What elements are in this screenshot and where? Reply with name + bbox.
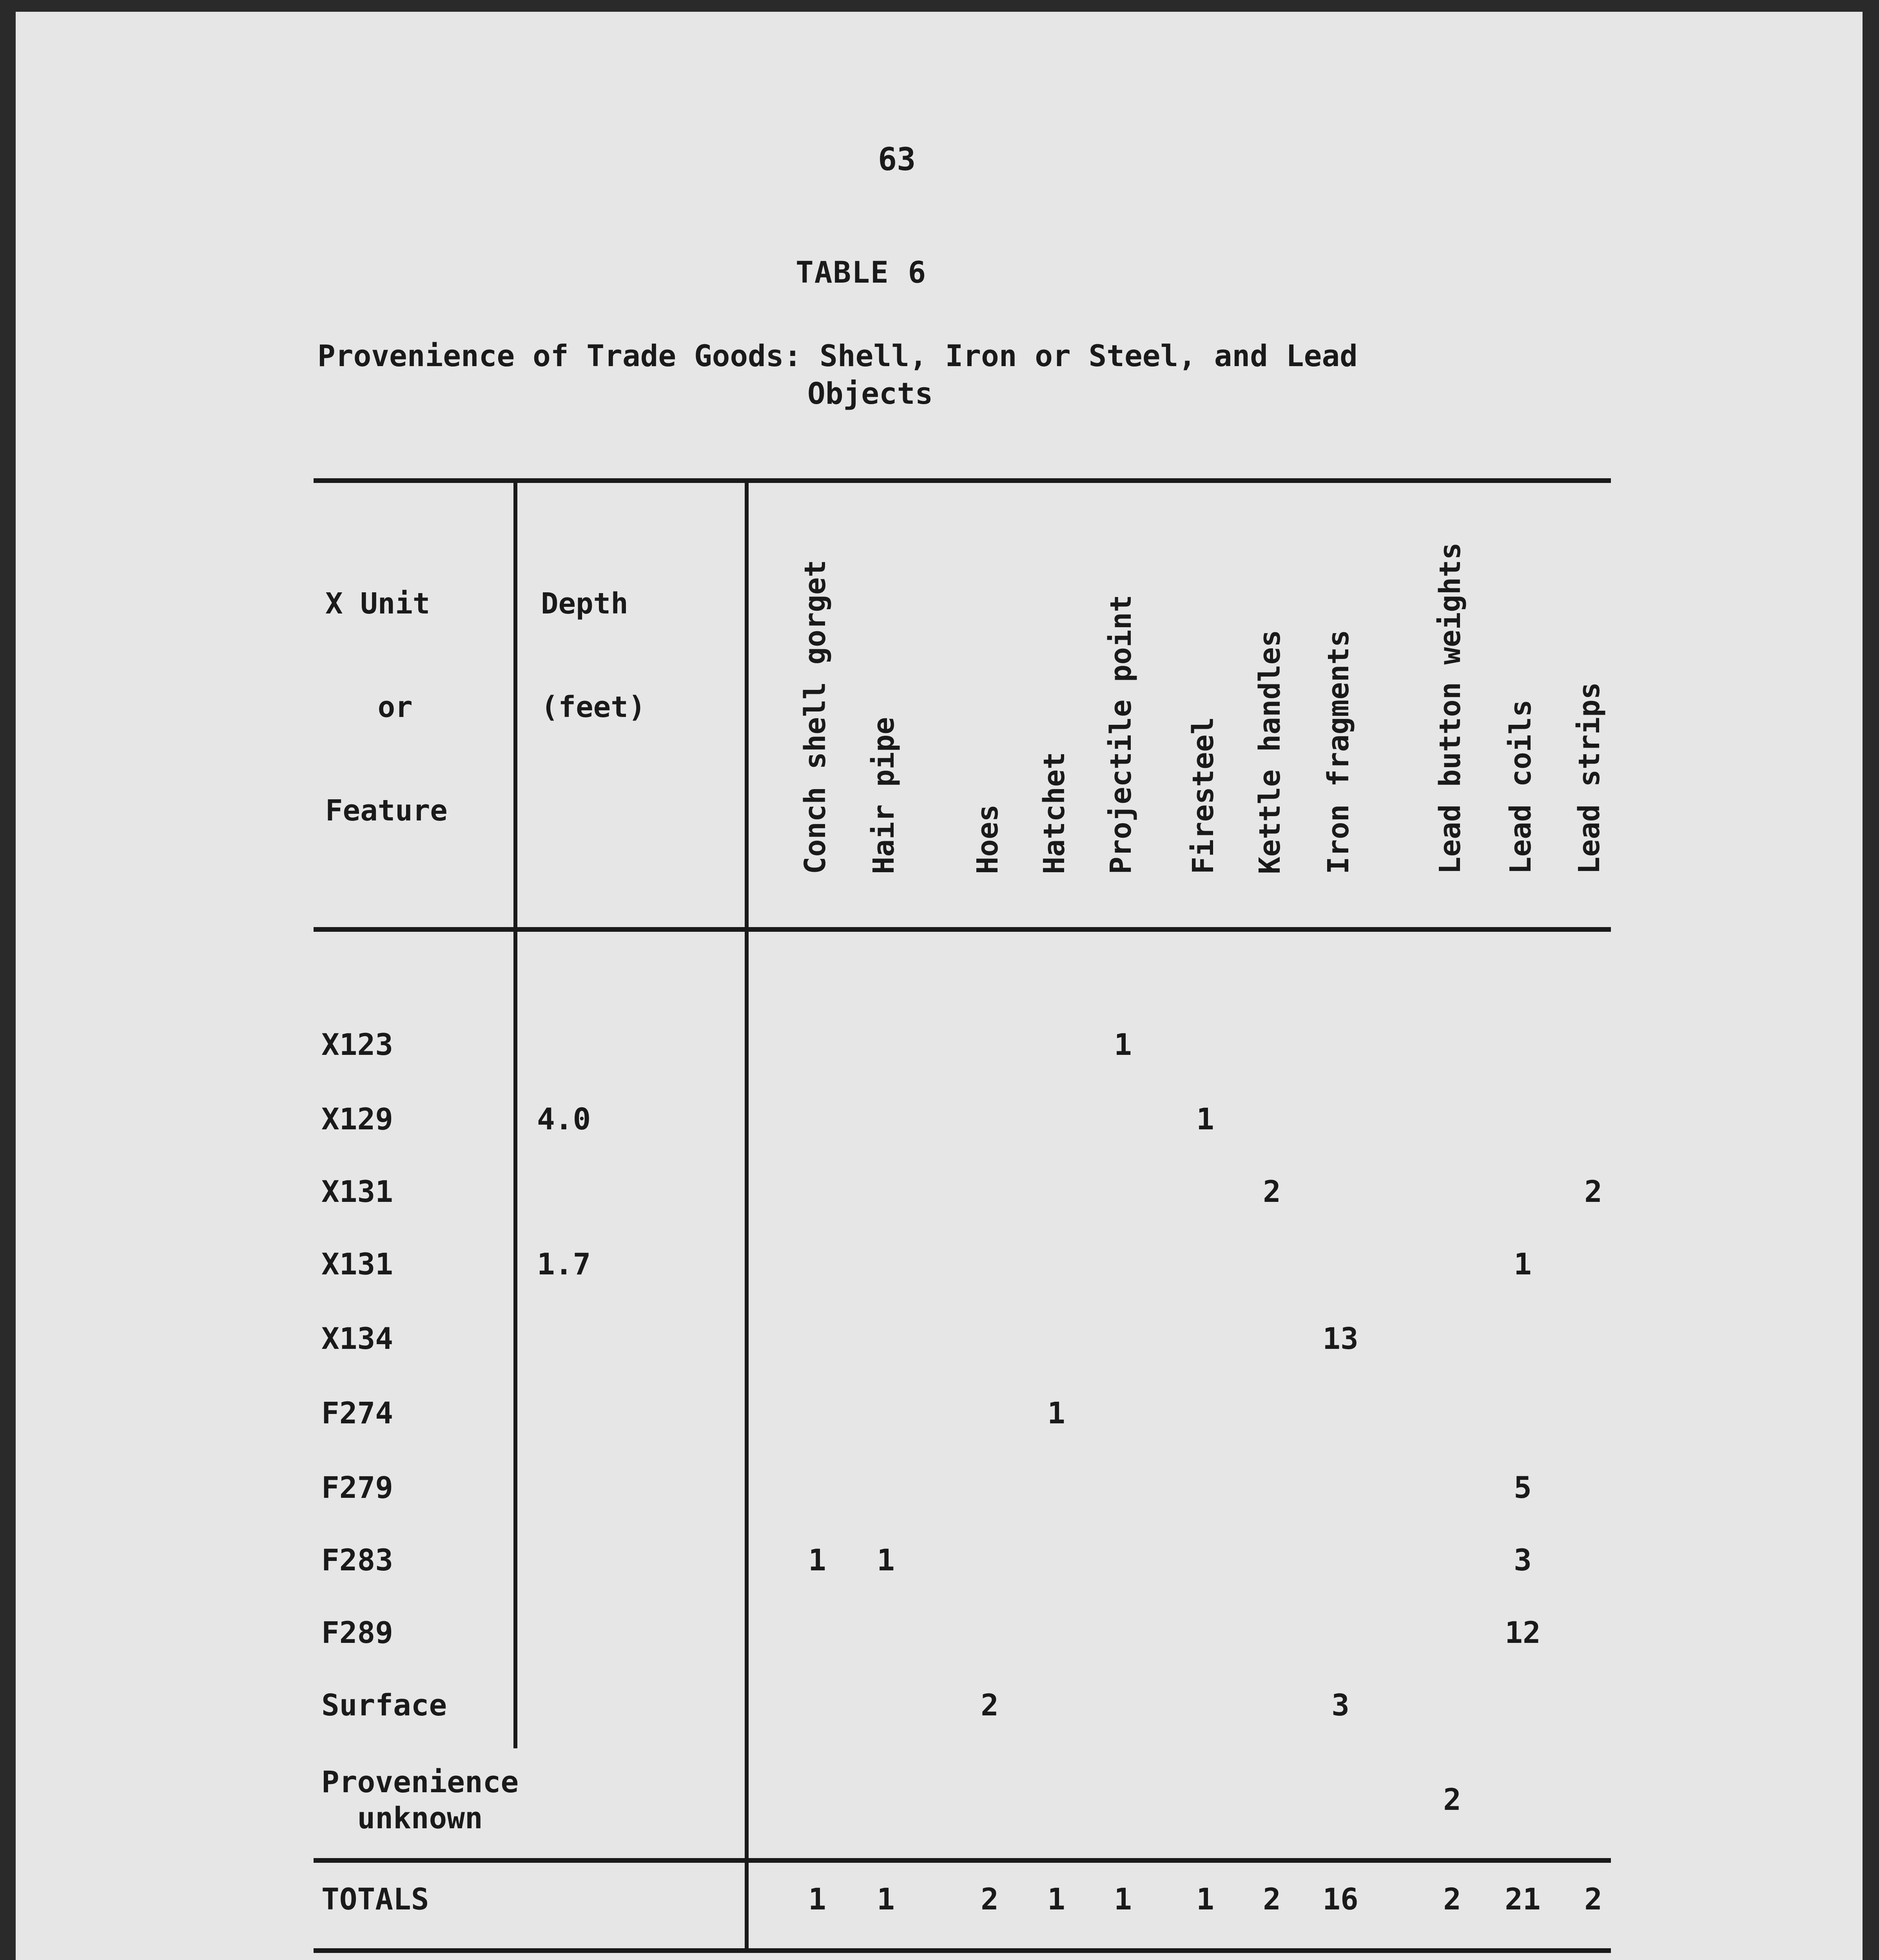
- unit-depth-divider: [513, 478, 517, 1748]
- table-cell: 1: [808, 1543, 826, 1577]
- header-unit-line-2: or: [325, 690, 413, 724]
- column-header-label: Firesteel: [1186, 717, 1220, 874]
- row-unit-label: Surface: [321, 1688, 447, 1722]
- depth-data-divider: [745, 478, 749, 1952]
- totals-label: TOTALS: [321, 1882, 429, 1916]
- totals-cell: 2: [1443, 1882, 1461, 1916]
- table-cell: 2: [1443, 1782, 1461, 1817]
- header-unit-line-1: X Unit: [325, 587, 430, 621]
- table-cell: 5: [1514, 1470, 1532, 1505]
- table-bottom-rule: [314, 1948, 1611, 1953]
- column-header-label: Lead coils: [1504, 699, 1538, 874]
- table-cell: 2: [1584, 1174, 1602, 1209]
- totals-cell: 1: [1114, 1882, 1132, 1916]
- header-depth-line-2: (feet): [541, 690, 646, 724]
- column-header-label: Lead strips: [1572, 682, 1606, 874]
- row-unit-label: F289: [321, 1615, 394, 1650]
- row-unit-label: F279: [321, 1470, 394, 1505]
- table-cell: 2: [981, 1688, 999, 1722]
- page-number: 63: [878, 141, 916, 178]
- row-unit-label: F283: [321, 1543, 394, 1577]
- table-cell: 1: [1114, 1027, 1132, 1062]
- table-cell: 1: [1514, 1247, 1532, 1281]
- totals-cell: 2: [1584, 1882, 1602, 1916]
- table-cell: 1: [877, 1543, 895, 1577]
- table-cell: 3: [1331, 1688, 1349, 1722]
- totals-cell: 2: [981, 1882, 999, 1916]
- totals-cell: 2: [1263, 1882, 1281, 1916]
- column-header-label: Projectile point: [1104, 595, 1138, 874]
- totals-cell: 16: [1322, 1882, 1358, 1916]
- table-top-rule: [314, 478, 1611, 483]
- table-caption: [317, 337, 1650, 412]
- totals-cell: 1: [877, 1882, 895, 1916]
- table-label: TABLE 6: [796, 255, 927, 290]
- totals-cell: 1: [1047, 1882, 1065, 1916]
- document-page: [16, 12, 1863, 1960]
- totals-cell: 21: [1505, 1882, 1541, 1916]
- row-unit-label: X131: [321, 1174, 394, 1209]
- totals-cell: 1: [1196, 1882, 1214, 1916]
- column-header-label: Hatchet: [1037, 752, 1071, 874]
- table-cell: 13: [1322, 1321, 1358, 1356]
- header-depth: [541, 517, 646, 793]
- table-cell: 1: [1047, 1396, 1065, 1430]
- row-unit-label: X131: [321, 1247, 394, 1281]
- column-header-label: Conch shell gorget: [798, 560, 832, 874]
- column-header-label: Iron fragments: [1322, 630, 1355, 874]
- header-unit: [325, 517, 448, 897]
- table-cell: 2: [1263, 1174, 1281, 1209]
- header-bottom-rule: [314, 927, 1611, 932]
- caption-line-1: Provenience of Trade Goods: Shell, Iron or Steel, and Lead: [317, 338, 1358, 373]
- row-unit-label: Provenience unknown: [321, 1764, 519, 1835]
- row-unit-label: X129: [321, 1102, 394, 1136]
- row-unit-label: X123: [321, 1027, 394, 1062]
- table-cell: 1: [1196, 1102, 1214, 1136]
- caption-line-2: Objects: [807, 376, 933, 411]
- column-header-label: Kettle handles: [1253, 630, 1287, 874]
- table-cell: 12: [1505, 1615, 1541, 1650]
- column-header-label: Hair pipe: [867, 717, 901, 874]
- totals-cell: 1: [808, 1882, 826, 1916]
- totals-top-rule: [314, 1858, 1611, 1863]
- row-depth: 1.7: [537, 1247, 591, 1281]
- row-unit-label: F274: [321, 1396, 394, 1430]
- row-unit-label: X134: [321, 1321, 394, 1356]
- header-depth-line-1: Depth: [541, 587, 628, 621]
- column-header-label: Hoes: [971, 804, 1005, 874]
- table-cell: 3: [1514, 1543, 1532, 1577]
- header-unit-line-3: Feature: [325, 794, 448, 828]
- column-header-label: Lead button weights: [1433, 542, 1467, 874]
- row-depth: 4.0: [537, 1102, 591, 1136]
